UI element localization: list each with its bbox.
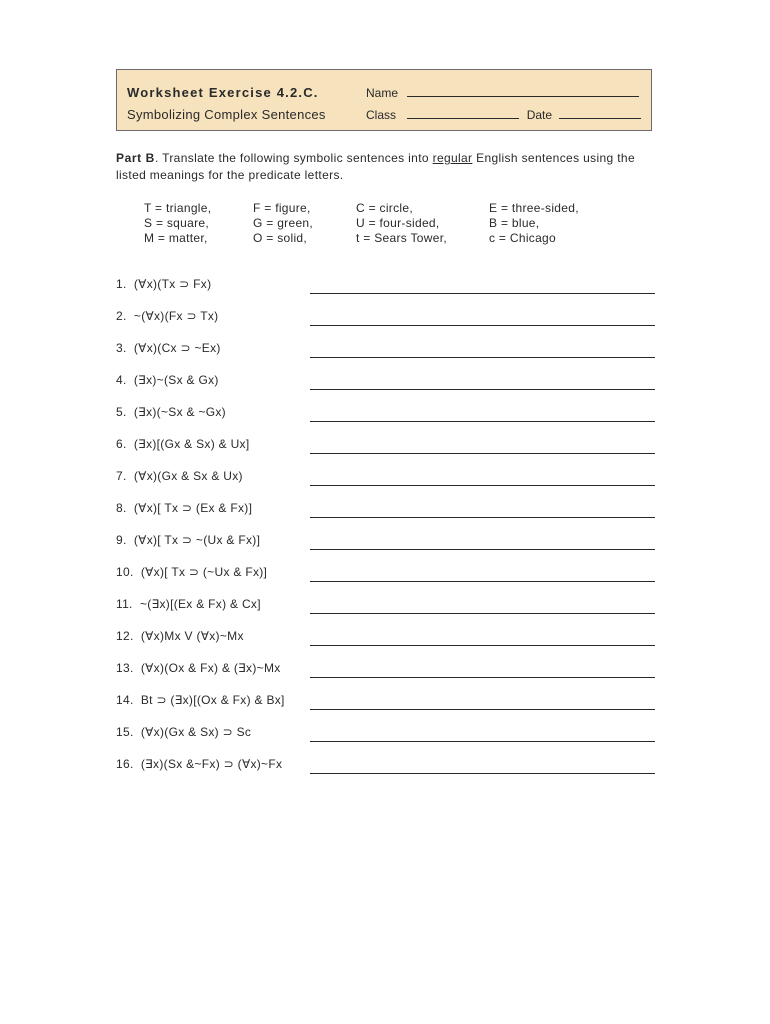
- problem-7: [116, 469, 243, 483]
- answer-line-2[interactable]: [310, 325, 655, 326]
- problem-number: 7.: [116, 469, 127, 483]
- legend-column-2: [253, 201, 313, 246]
- problem-expression: (∀x)[ Tx ⊃ (~Ux & Fx)]: [140, 565, 268, 579]
- answer-line-13[interactable]: [310, 677, 655, 678]
- problem-3: [116, 341, 221, 355]
- problem-expression: (∀x)(Cx ⊃ ~Ex): [133, 341, 221, 355]
- legend-item: S = square,: [144, 216, 210, 230]
- problem-expression: ~(∃x)[(Ex & Fx) & Cx]: [139, 597, 261, 611]
- problem-number: 16.: [116, 757, 134, 771]
- problem-expression: ~(∀x)(Fx ⊃ Tx): [133, 309, 219, 323]
- answer-line-14[interactable]: [310, 709, 655, 710]
- answer-line-8[interactable]: [310, 517, 655, 518]
- worksheet-header-box: [116, 69, 652, 131]
- problem-expression: (∀x)[ Tx ⊃ ~(Ux & Fx)]: [133, 533, 261, 547]
- problem-number: 8.: [116, 501, 127, 515]
- problem-number: 5.: [116, 405, 127, 419]
- problem-expression: (∀x)(Gx & Sx) ⊃ Sc: [140, 725, 252, 739]
- answer-line-1[interactable]: [310, 293, 655, 294]
- problem-number: 2.: [116, 309, 127, 323]
- legend-item: c = Chicago: [489, 231, 557, 245]
- problem-number: 12.: [116, 629, 134, 643]
- instructions-underlined-word: regular: [432, 151, 473, 165]
- legend-column-4: [489, 201, 579, 246]
- problem-expression: (∀x)(Gx & Sx & Ux): [133, 469, 243, 483]
- problem-15: [116, 725, 251, 739]
- problem-expression: (∃x)(Sx &~Fx) ⊃ (∀x)~Fx: [140, 757, 283, 771]
- answer-line-10[interactable]: [310, 581, 655, 582]
- problem-2: [116, 309, 218, 323]
- problem-number: 3.: [116, 341, 127, 355]
- answer-line-4[interactable]: [310, 389, 655, 390]
- legend-item: t = Sears Tower,: [356, 231, 447, 245]
- answer-line-15[interactable]: [310, 741, 655, 742]
- legend-item: C = circle,: [356, 201, 413, 215]
- problem-expression: (∃x)[(Gx & Sx) & Ux]: [133, 437, 250, 451]
- answer-line-9[interactable]: [310, 549, 655, 550]
- problem-number: 13.: [116, 661, 134, 675]
- instructions-text-after: English sentences using the listed meanings for the predicate letters.: [116, 151, 635, 182]
- problem-expression: (∀x)(Ox & Fx) & (∃x)~Mx: [140, 661, 281, 675]
- legend-item: G = green,: [253, 216, 314, 230]
- legend-item: M = matter,: [144, 231, 208, 245]
- problem-number: 11.: [116, 597, 133, 611]
- name-label: Name: [366, 86, 399, 100]
- legend-item: U = four-sided,: [356, 216, 440, 230]
- problem-number: 9.: [116, 533, 127, 547]
- problem-expression: Bt ⊃ (∃x)[(Ox & Fx) & Bx]: [140, 693, 285, 707]
- problem-expression: (∃x)(~Sx & ~Gx): [133, 405, 226, 419]
- problem-expression: (∀x)(Tx ⊃ Fx): [133, 277, 212, 291]
- problem-expression: (∀x)[ Tx ⊃ (Ex & Fx)]: [133, 501, 253, 515]
- legend-item: B = blue,: [489, 216, 540, 230]
- problem-16: [116, 757, 282, 771]
- answer-line-7[interactable]: [310, 485, 655, 486]
- legend-item: F = figure,: [253, 201, 311, 215]
- date-blank[interactable]: [559, 107, 641, 119]
- problem-8: [116, 501, 252, 515]
- problem-11: [116, 597, 261, 611]
- problem-9: [116, 533, 260, 547]
- date-label: Date: [526, 108, 553, 122]
- problem-number: 4.: [116, 373, 127, 387]
- problem-number: 15.: [116, 725, 134, 739]
- instructions-text-before: . Translate the following symbolic sentences into: [154, 151, 433, 165]
- answer-line-12[interactable]: [310, 645, 655, 646]
- problem-12: [116, 629, 244, 643]
- legend-column-1: [144, 201, 211, 246]
- problem-number: 6.: [116, 437, 127, 451]
- name-blank[interactable]: [407, 85, 639, 97]
- instructions-paragraph: [116, 150, 661, 184]
- legend-item: T = triangle,: [144, 201, 212, 215]
- problem-number: 1.: [116, 277, 127, 291]
- worksheet-subtitle: Symbolizing Complex Sentences: [127, 107, 326, 122]
- problem-1: [116, 277, 211, 291]
- legend-column-3: [356, 201, 447, 246]
- problem-number: 14.: [116, 693, 134, 707]
- class-blank[interactable]: [407, 107, 519, 119]
- problem-4: [116, 373, 219, 387]
- legend-item: O = solid,: [253, 231, 308, 245]
- answer-line-6[interactable]: [310, 453, 655, 454]
- problem-number: 10.: [116, 565, 134, 579]
- problem-6: [116, 437, 249, 451]
- legend-item: E = three-sided,: [489, 201, 579, 215]
- problem-5: [116, 405, 226, 419]
- problem-10: [116, 565, 267, 579]
- answer-line-5[interactable]: [310, 421, 655, 422]
- problem-expression: (∃x)~(Sx & Gx): [133, 373, 219, 387]
- problem-13: [116, 661, 281, 675]
- name-field[interactable]: [366, 85, 639, 100]
- class-field[interactable]: [366, 107, 641, 122]
- answer-line-11[interactable]: [310, 613, 655, 614]
- part-b-label: Part B: [116, 151, 155, 165]
- problem-14: [116, 693, 285, 707]
- answer-line-3[interactable]: [310, 357, 655, 358]
- answer-line-16[interactable]: [310, 773, 655, 774]
- class-label: Class: [366, 108, 397, 122]
- problem-expression: (∀x)Mx V (∀x)~Mx: [140, 629, 244, 643]
- worksheet-title: Worksheet Exercise 4.2.C.: [127, 85, 319, 100]
